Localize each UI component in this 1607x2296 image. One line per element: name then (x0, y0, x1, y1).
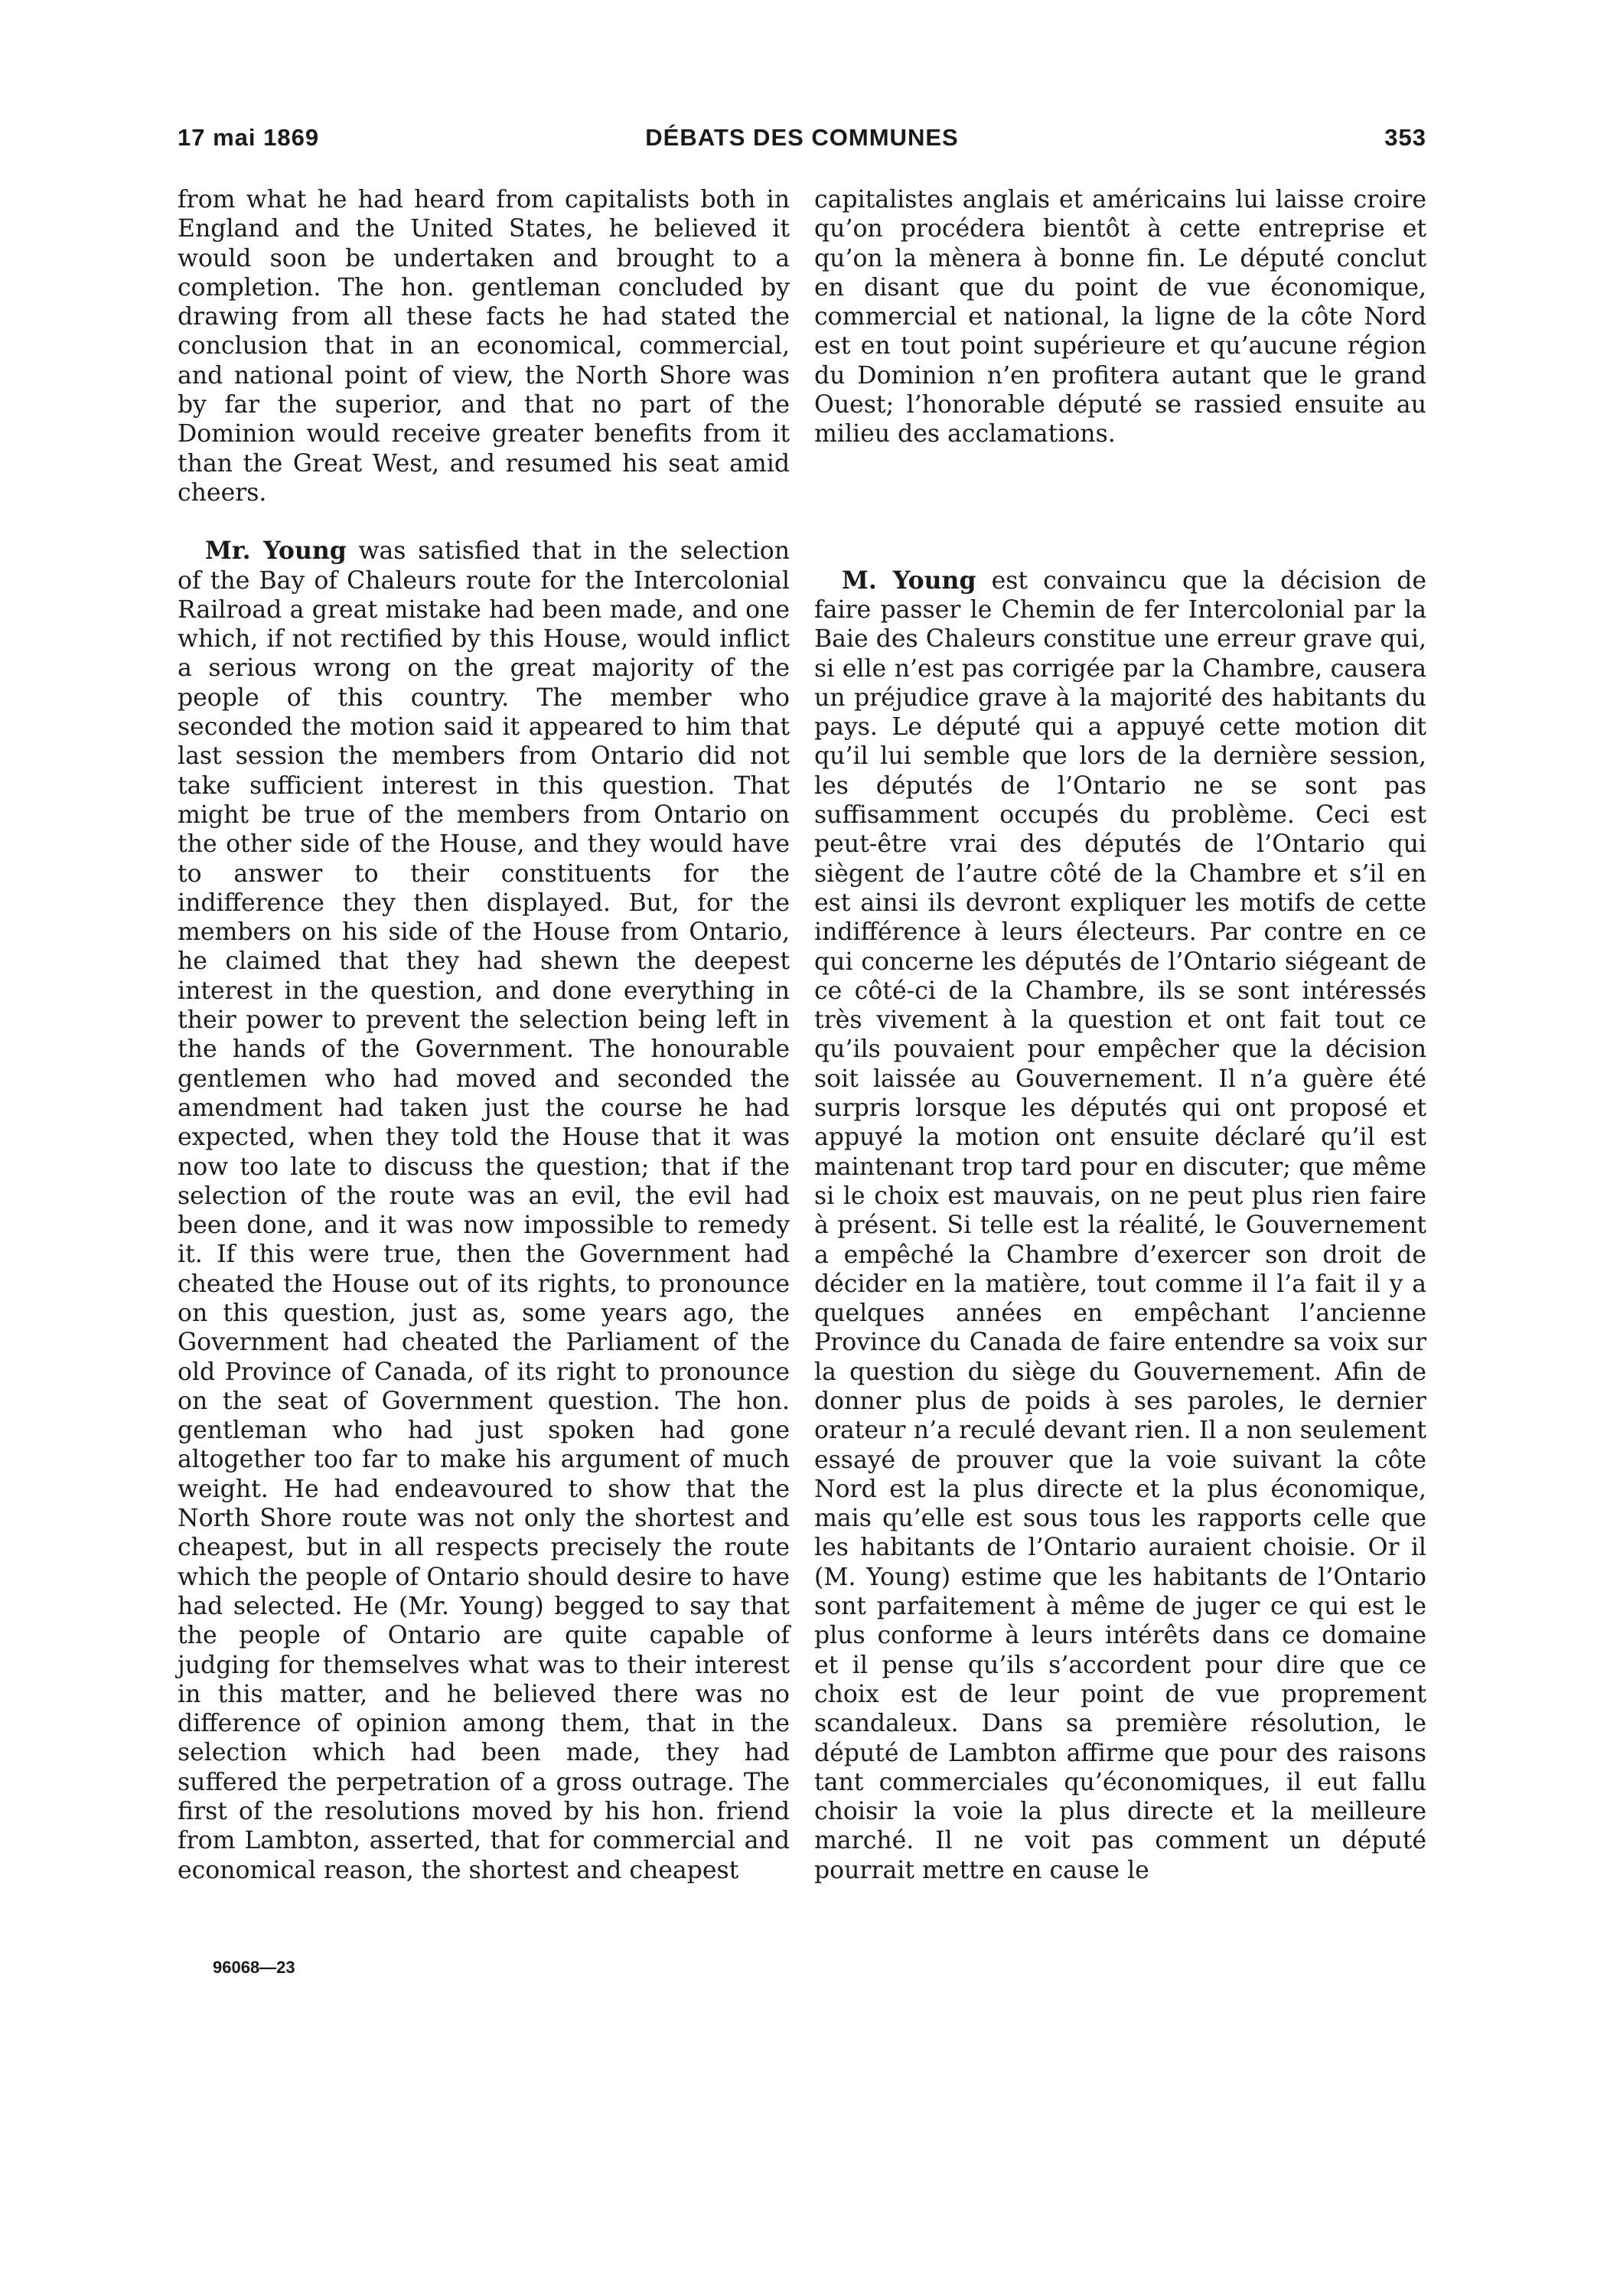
english-column (178, 185, 790, 1885)
english-paragraph-young (178, 536, 790, 1885)
header-title: DÉBATS DES COMMUNES (645, 124, 959, 151)
speaker-name: Mr. Young (205, 536, 347, 566)
english-speech-text: was satisfied that in the selection of the Bay of Chaleurs route for the Intercolonial Railroad a great mistake had been made, and one which, if not rectified by this House, would inflict a serious wrong on the great majority of the people of this country. The member who seconded the motion said it appeared to him that last session the members from Ontario did not take sufficient interest in this question. That might be true of the members from Ontario on the other side of the House, and they would have to answer to their constituents for the indifference they then displayed. But, for the members on his side of the House from Ontario, he claimed that they had shewn the deepest interest in the question, and done everything in their power to prevent the selection being left in the hands of the Government. The honourable gentlemen who had moved and seconded the amendment had taken just the course he had expected, when they told the House that it was now too late to discuss the question; that if the selection of the route was an evil, the evil had been done, and it was now impossible to remedy it. If this were true, then the Government had cheated the House out of its rights, to pronounce on this question, just as, some years ago, the Government had cheated the Parliament of the old Province of Canada, of its right to pronounce on the seat of Government question. The hon. gentleman who had just spoken had gone altogether too far to make his argument of much weight. He had endeavoured to show that the North Shore route was not only the shortest and cheapest, but in all respects precisely the route which the people of Ontario should desire to have had selected. He (Mr. Young) begged to say that the people of Ontario are quite capable of judging for themselves what was to their interest in this matter, and he believed there was no difference of opinion among them, that in the selection which had been made, they had suffered the perpetration of a gross outrage. The first of the resolutions moved by his hon. friend from Lambton, asserted, that for commercial and economical reason, the shortest and cheapest (178, 537, 790, 1884)
english-paragraph-continuation: from what he had heard from capitalists both in England and the United States, he believed it would soon be undertaken and brought to a completion. The hon. gentleman concluded by drawing from all these facts he had stated the conclusion that in an economical, commercial, and national point of view, the North Shore was by far the superior, and that no part of the Dominion would receive greater benefits from it than the Great West, and resumed his seat amid cheers. (178, 186, 790, 507)
page-header (178, 124, 1426, 162)
speaker-name: M. Young (842, 566, 976, 595)
french-paragraph-continuation: capitalistes anglais et américains lui laisse croire qu’on procédera bientôt à cette entreprise et qu’on la mènera à bonne fin. Le député conclut en disant que du point de vue économique, commercial et national, la ligne de la côte Nord est en tout point supérieure et qu’aucune région du Dominion n’en profitera autant que le grand Ouest; l’honorable député se rassied ensuite au milieu des acclamations. (814, 186, 1426, 448)
page-number: 353 (1384, 124, 1426, 151)
french-paragraph-young (814, 566, 1426, 1885)
header-date: 17 mai 1869 (178, 124, 320, 151)
printer-signature: 96068—23 (213, 1958, 295, 1977)
french-speech-text: est convaincu que la décision de faire passer le Chemin de fer Intercolonial par la Baie des Chaleurs constitue une erreur grave qui, si elle n’est pas corrigée par la Chambre, causera un préjudice grave à la majorité des habitants du pays. Le député qui a appuyé cette motion dit qu’il lui semble que lors de la dernière session, les députés de l’Ontario ne se sont pas suffisamment occupés du problème. Ceci est peut-être vrai des députés de l’Ontario qui siègent de l’autre côté de la Chambre et s’il en est ainsi ils devront expliquer les motifs de cette indifférence à leurs électeurs. Par contre en ce qui concerne les députés de l’Ontario siégeant de ce côté-ci de la Chambre, ils se sont intéressés très vivement à la question et ont fait tout ce qu’ils pouvaient pour empêcher que la décision soit laissée au Gouvernement. Il n’a guère été surpris lorsque les députés qui ont proposé et appuyé la motion ont ensuite déclaré qu’il est maintenant trop tard pour en discuter; que même si le choix est mauvais, on ne peut plus rien faire à présent. Si telle est la réalité, le Gouvernement a empêché la Chambre d’exercer son droit de décider en la matière, tout comme il l’a fait il y a quelques années en empêchant l’ancienne Province du Canada de faire entendre sa voix sur la question du siège du Gouvernement. Afin de donner plus de poids à ses paroles, le dernier orateur n’a reculé devant rien. Il a non seulement essayé de prouver que la voie suivant la côte Nord est la plus directe et la plus économique, mais qu’elle est sous tous les rapports celle que les habitants de l’Ontario auraient choisie. Or il (M. Young) estime que les habitants de l’Ontario sont parfaitement à même de juger ce qui est le plus conforme à leurs intérêts dans ce domaine et il pense qu’ils s’accordent pour dire que ce choix est de leur point de vue proprement scandaleux. Dans sa première résolution, le député de Lambton affirme que pour des raisons tant commerciales qu’économiques, il eut fallu choisir la voie la plus directe et la meilleure marché. Il ne voit pas comment un député pourrait mettre en cause le (814, 566, 1427, 1884)
paragraph-gap (814, 449, 1426, 566)
french-column (814, 185, 1426, 1885)
paragraph-gap (178, 507, 790, 536)
